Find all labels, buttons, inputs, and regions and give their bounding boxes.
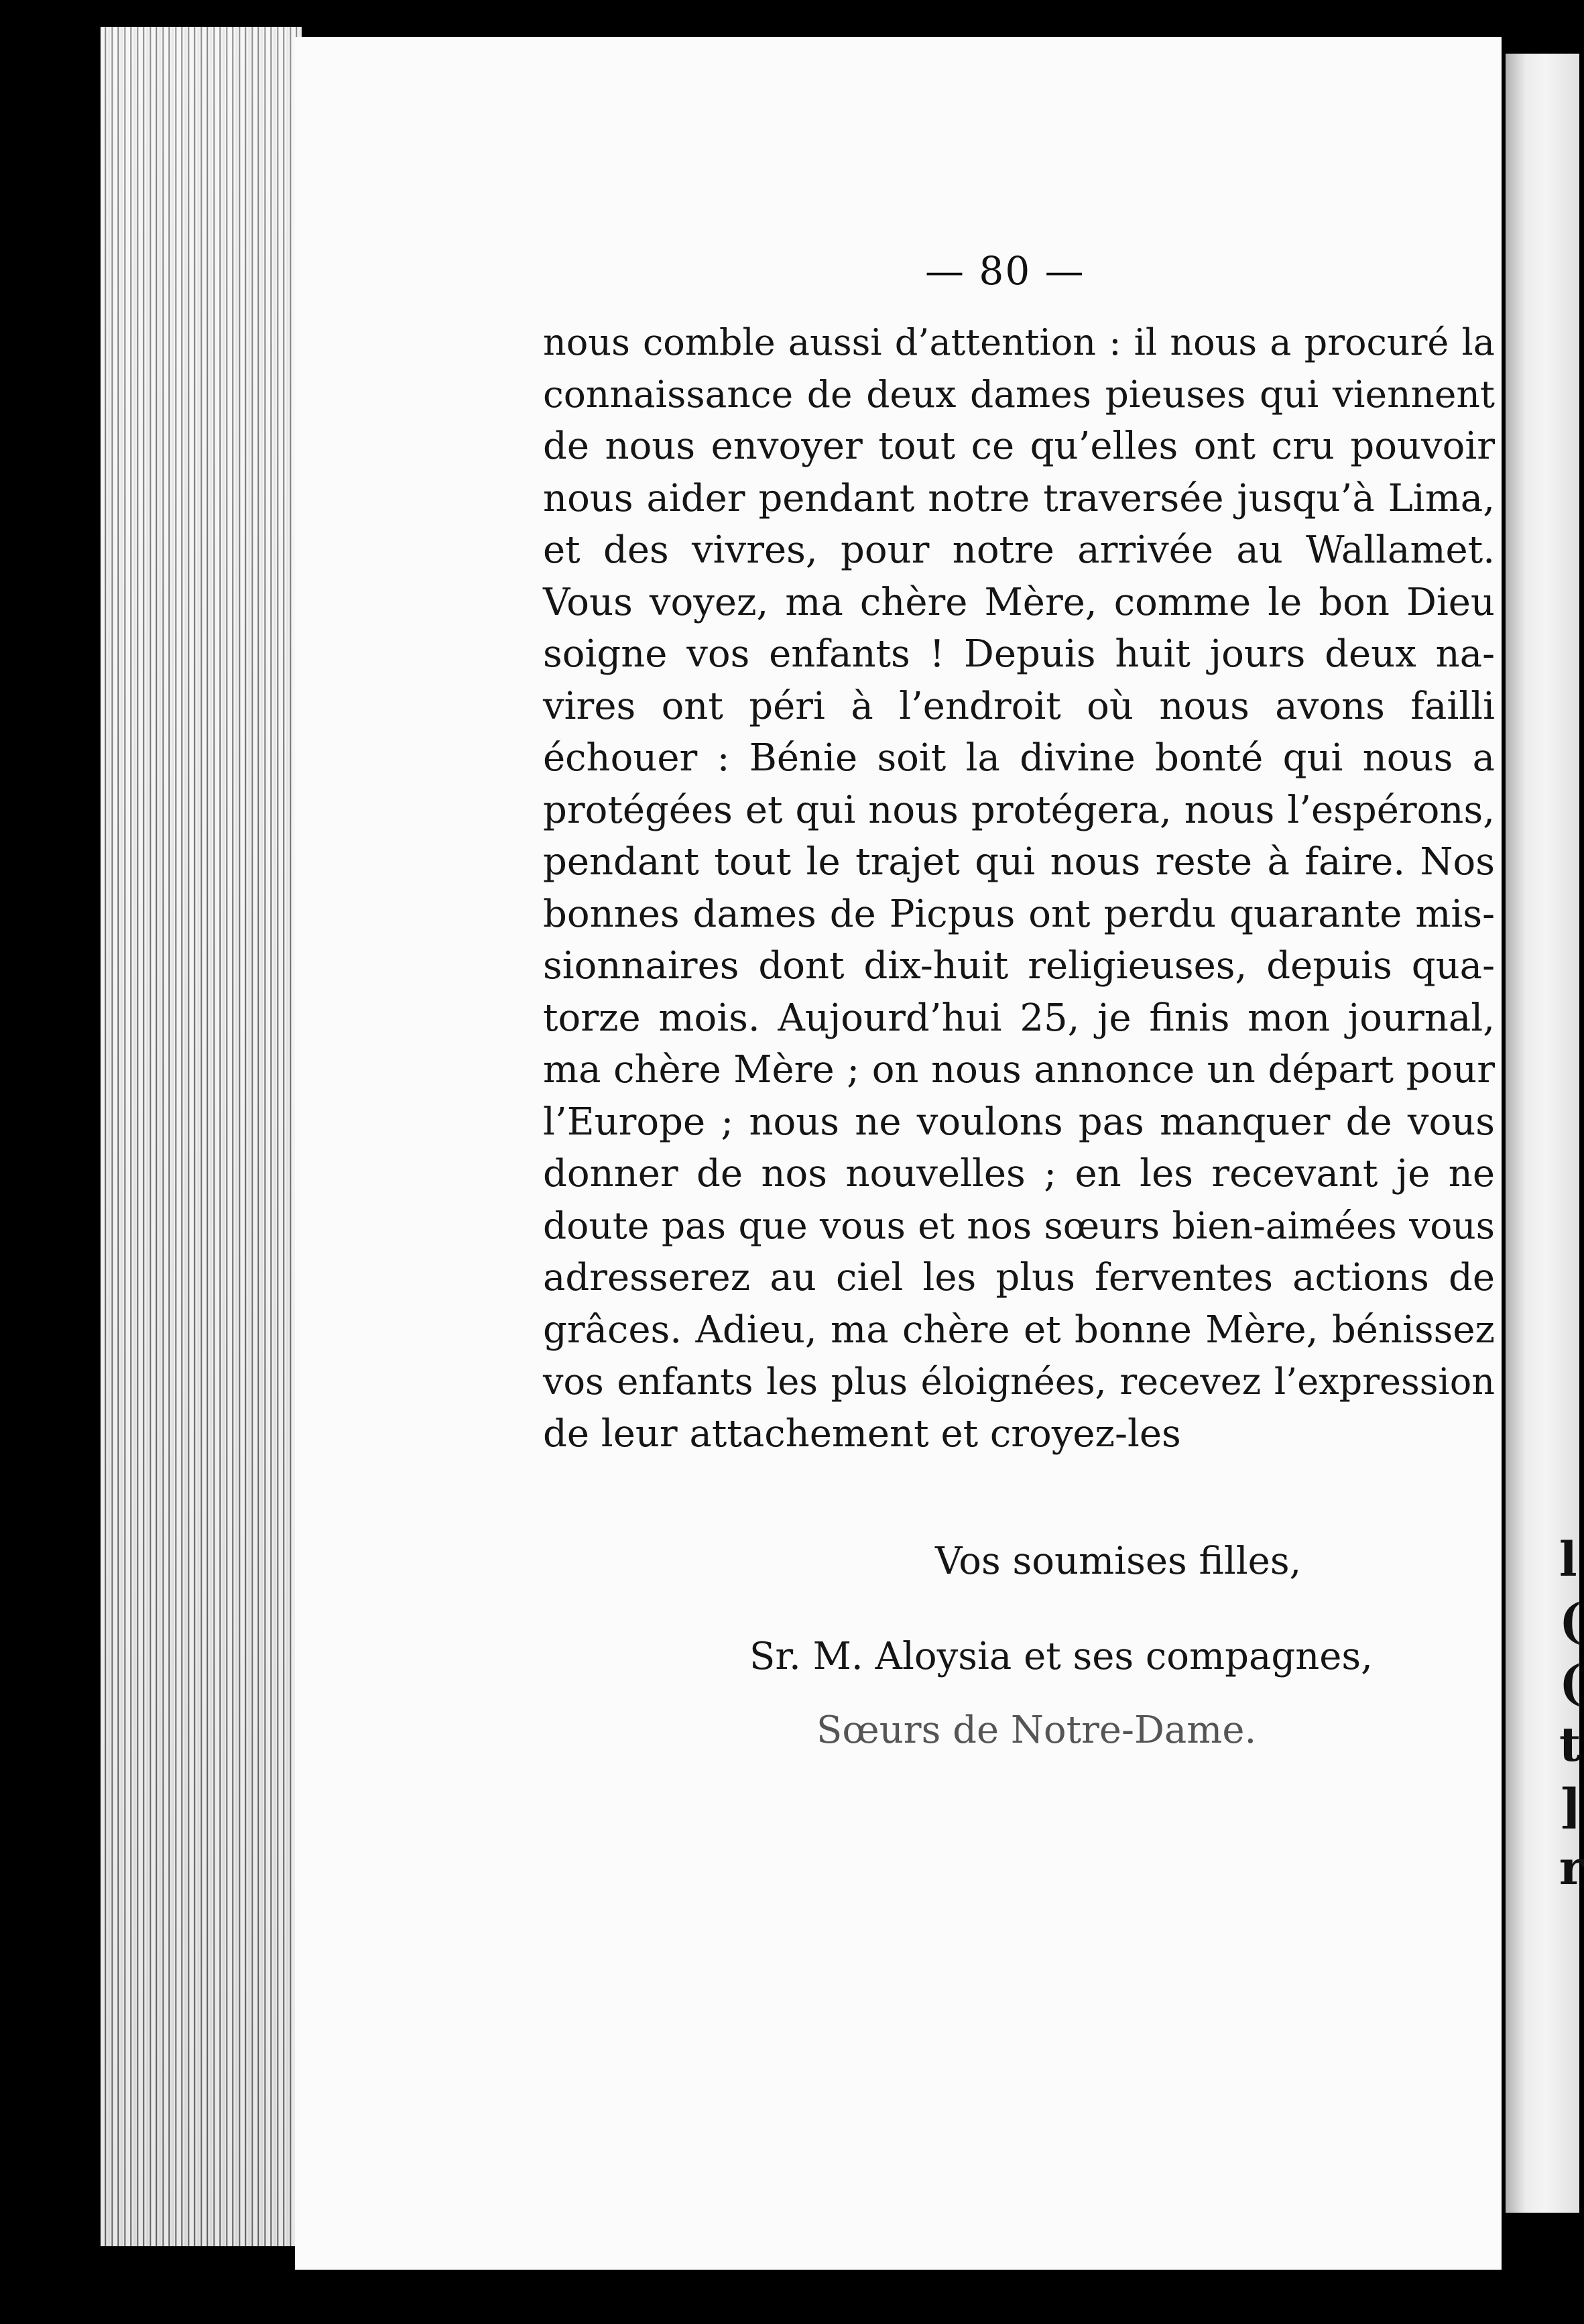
facing-page-glyph: r <box>1559 1840 1584 1896</box>
text-line: vires ont péri à l’endroit où nous avons failli <box>543 684 1495 728</box>
signature-closing: Vos soumises filles, <box>935 1539 1302 1583</box>
facing-page-glyph: ] <box>1559 1778 1582 1834</box>
facing-page-glyph: t <box>1559 1717 1581 1772</box>
signature-name: Sr. M. Aloysia et ses compagnes, <box>749 1635 1373 1678</box>
text-line: nous comble aussi d’attention : il nous a procuré la <box>543 321 1495 363</box>
text-line: donner de nos nouvelles ; en les recevant je ne <box>543 1152 1495 1196</box>
book-page-edges <box>101 27 302 2246</box>
signature-order: Sœurs de Notre-Dame. <box>816 1708 1257 1752</box>
page-number: — 80 — <box>925 248 1085 294</box>
facing-page-glyph: l <box>1559 1531 1577 1587</box>
text-line: de nous envoyer tout ce qu’elles ont cru pouvoir <box>543 424 1495 468</box>
facing-page-glyph: ( <box>1559 1655 1582 1710</box>
body-text <box>543 316 1495 1460</box>
text-line: l’Europe ; nous ne voulons pas manquer de vous <box>543 1100 1495 1144</box>
text-line: grâces. Adieu, ma chère et bonne Mère, bénissez <box>543 1308 1495 1352</box>
text-line: adresserez au ciel les plus ferventes actions de <box>543 1256 1495 1299</box>
facing-page-glyph: ( <box>1559 1593 1582 1649</box>
text-line: soigne vos enfants ! Depuis huit jours deux na- <box>543 632 1495 676</box>
text-line: pendant tout le trajet qui nous reste à faire. Nos <box>543 840 1495 884</box>
text-line: vos enfants les plus éloignées, recevez l’expression <box>543 1360 1495 1403</box>
text-line: de leur attachement et croyez-les <box>543 1411 1181 1456</box>
text-line: et des vivres, pour notre arrivée au Wallamet. <box>543 528 1495 572</box>
text-line: doute pas que vous et nos sœurs bien-aimées vous <box>543 1204 1495 1247</box>
text-line: échouer : Bénie soit la divine bonté qui nous a <box>543 736 1495 780</box>
text-line: Vous voyez, ma chère Mère, comme le bon Dieu <box>543 580 1495 624</box>
text-line: connaissance de deux dames pieuses qui viennent <box>543 372 1495 416</box>
text-line: ma chère Mère ; on nous annonce un départ pour <box>543 1048 1495 1092</box>
text-line: sionnaires dont dix-huit religieuses, depuis qua- <box>543 944 1495 988</box>
text-line: nous aider pendant notre traversée jusqu’à Lima, <box>543 476 1495 520</box>
facing-page-text-fragments <box>1559 1529 1584 1899</box>
text-line: torze mois. Aujourd’hui 25, je finis mon journal, <box>543 996 1495 1040</box>
text-line: protégées et qui nous protégera, nous l’espérons, <box>543 788 1495 832</box>
text-line: bonnes dames de Picpus ont perdu quarante mis- <box>543 892 1495 936</box>
